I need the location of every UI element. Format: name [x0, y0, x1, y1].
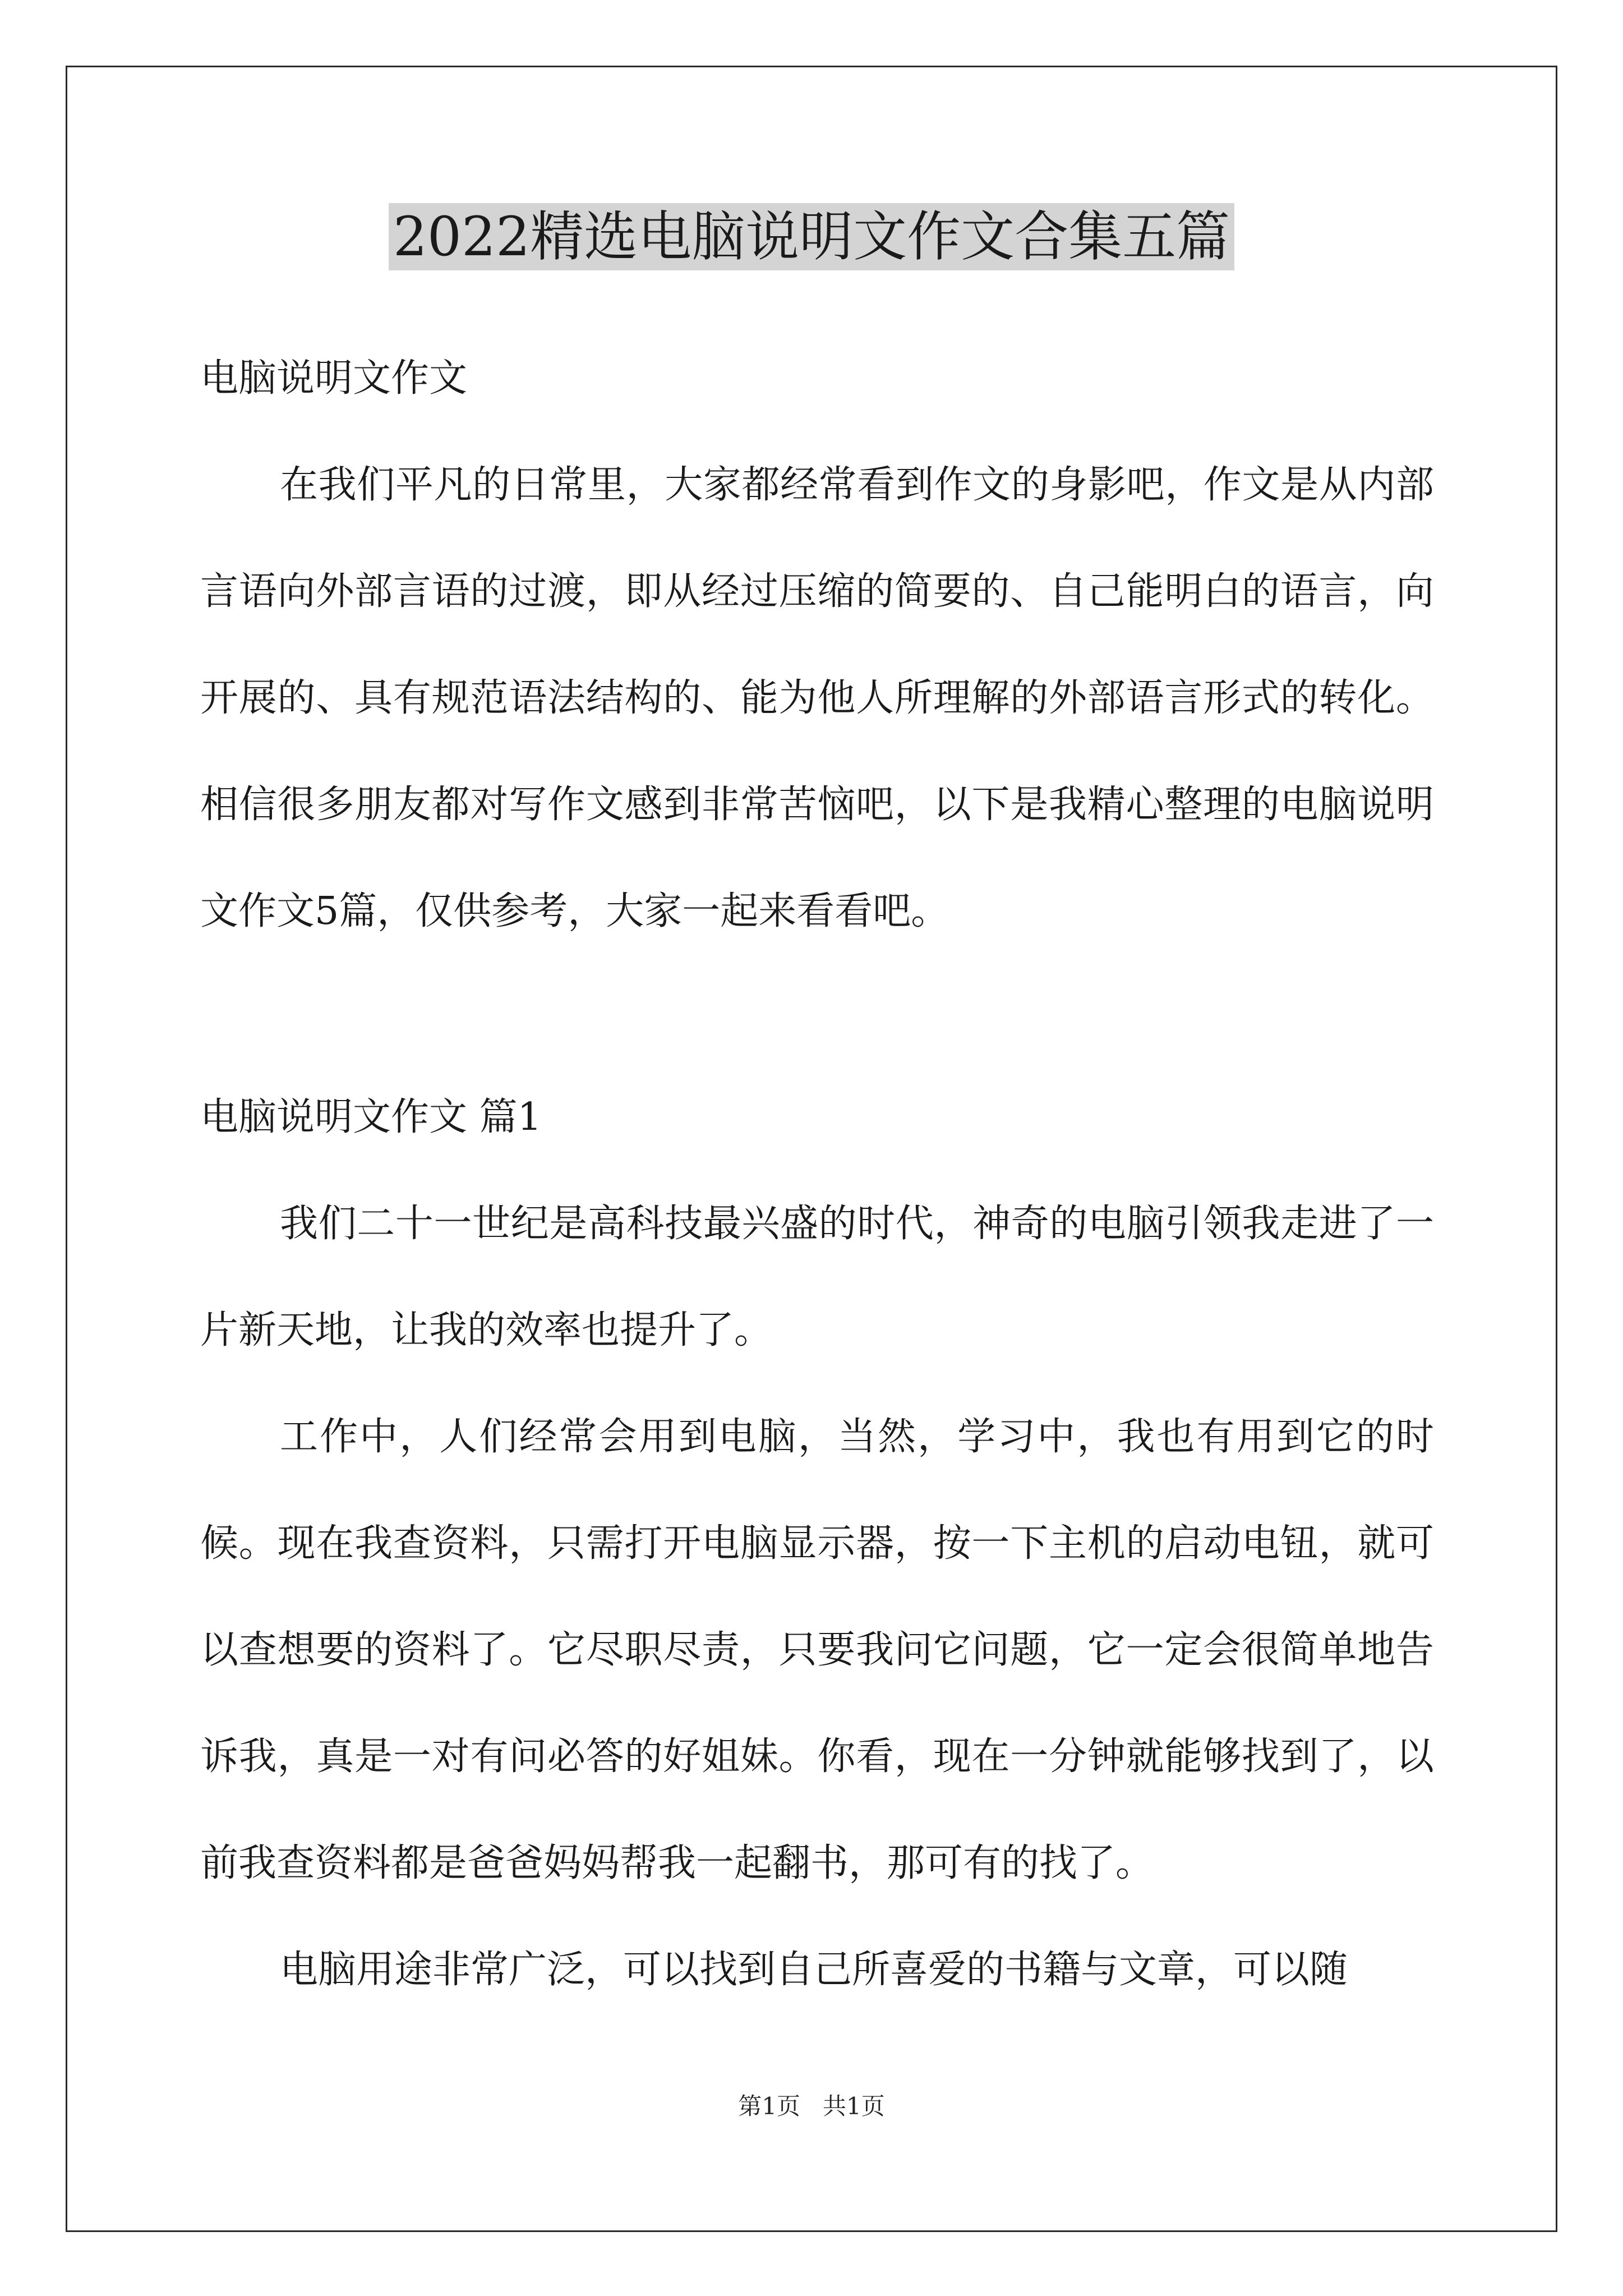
section-heading: 电脑说明文作文 篇1 [200, 1095, 542, 1139]
essay-paragraph: 电脑用途非常广泛，可以找到自己所喜爱的书籍与文章，可以随 [280, 1948, 1348, 1992]
page-number-footer: 第1页 共1页 [738, 2092, 885, 2120]
section-heading: 电脑说明文作文 [200, 356, 468, 401]
document-body [200, 325, 1434, 2023]
essay-paragraph: 我们二十一世纪是高科技最兴盛的时代，神奇的电脑引领我走进了一片新天地，让我的效率也提升了。 [200, 1202, 1434, 1352]
essay-paragraph: 工作中，人们经常会用到电脑，当然，学习中，我也有用到它的时候。现在我查资料，只需打开电脑显示器，按一下主机的启动电钮，就可以查想要的资料了。它尽职尽责，只要我问它问题，它一定会很简单地告诉我，真是一对有问必答的好姐妹。你看，现在一分钟就能够找到了，以前我查资料都是爸爸妈妈帮我一起翻书，那可有的找了。 [200, 1415, 1434, 1885]
document-title [0, 197, 1623, 276]
document-title-text: 2022精选电脑说明文作文合集五篇 [389, 203, 1234, 270]
intro-paragraph: 在我们平凡的日常里，大家都经常看到作文的身影吧，作文是从内部言语向外部言语的过渡，即从经过压缩的简要的、自己能明白的语言，向开展的、具有规范语法结构的、能为他人所理解的外部语言形式的转化。相信很多朋友都对写作文感到非常苦恼吧，以下是我精心整理的电脑说明文作文5篇，仅供参考，大家一起来看看吧。 [200, 463, 1434, 933]
